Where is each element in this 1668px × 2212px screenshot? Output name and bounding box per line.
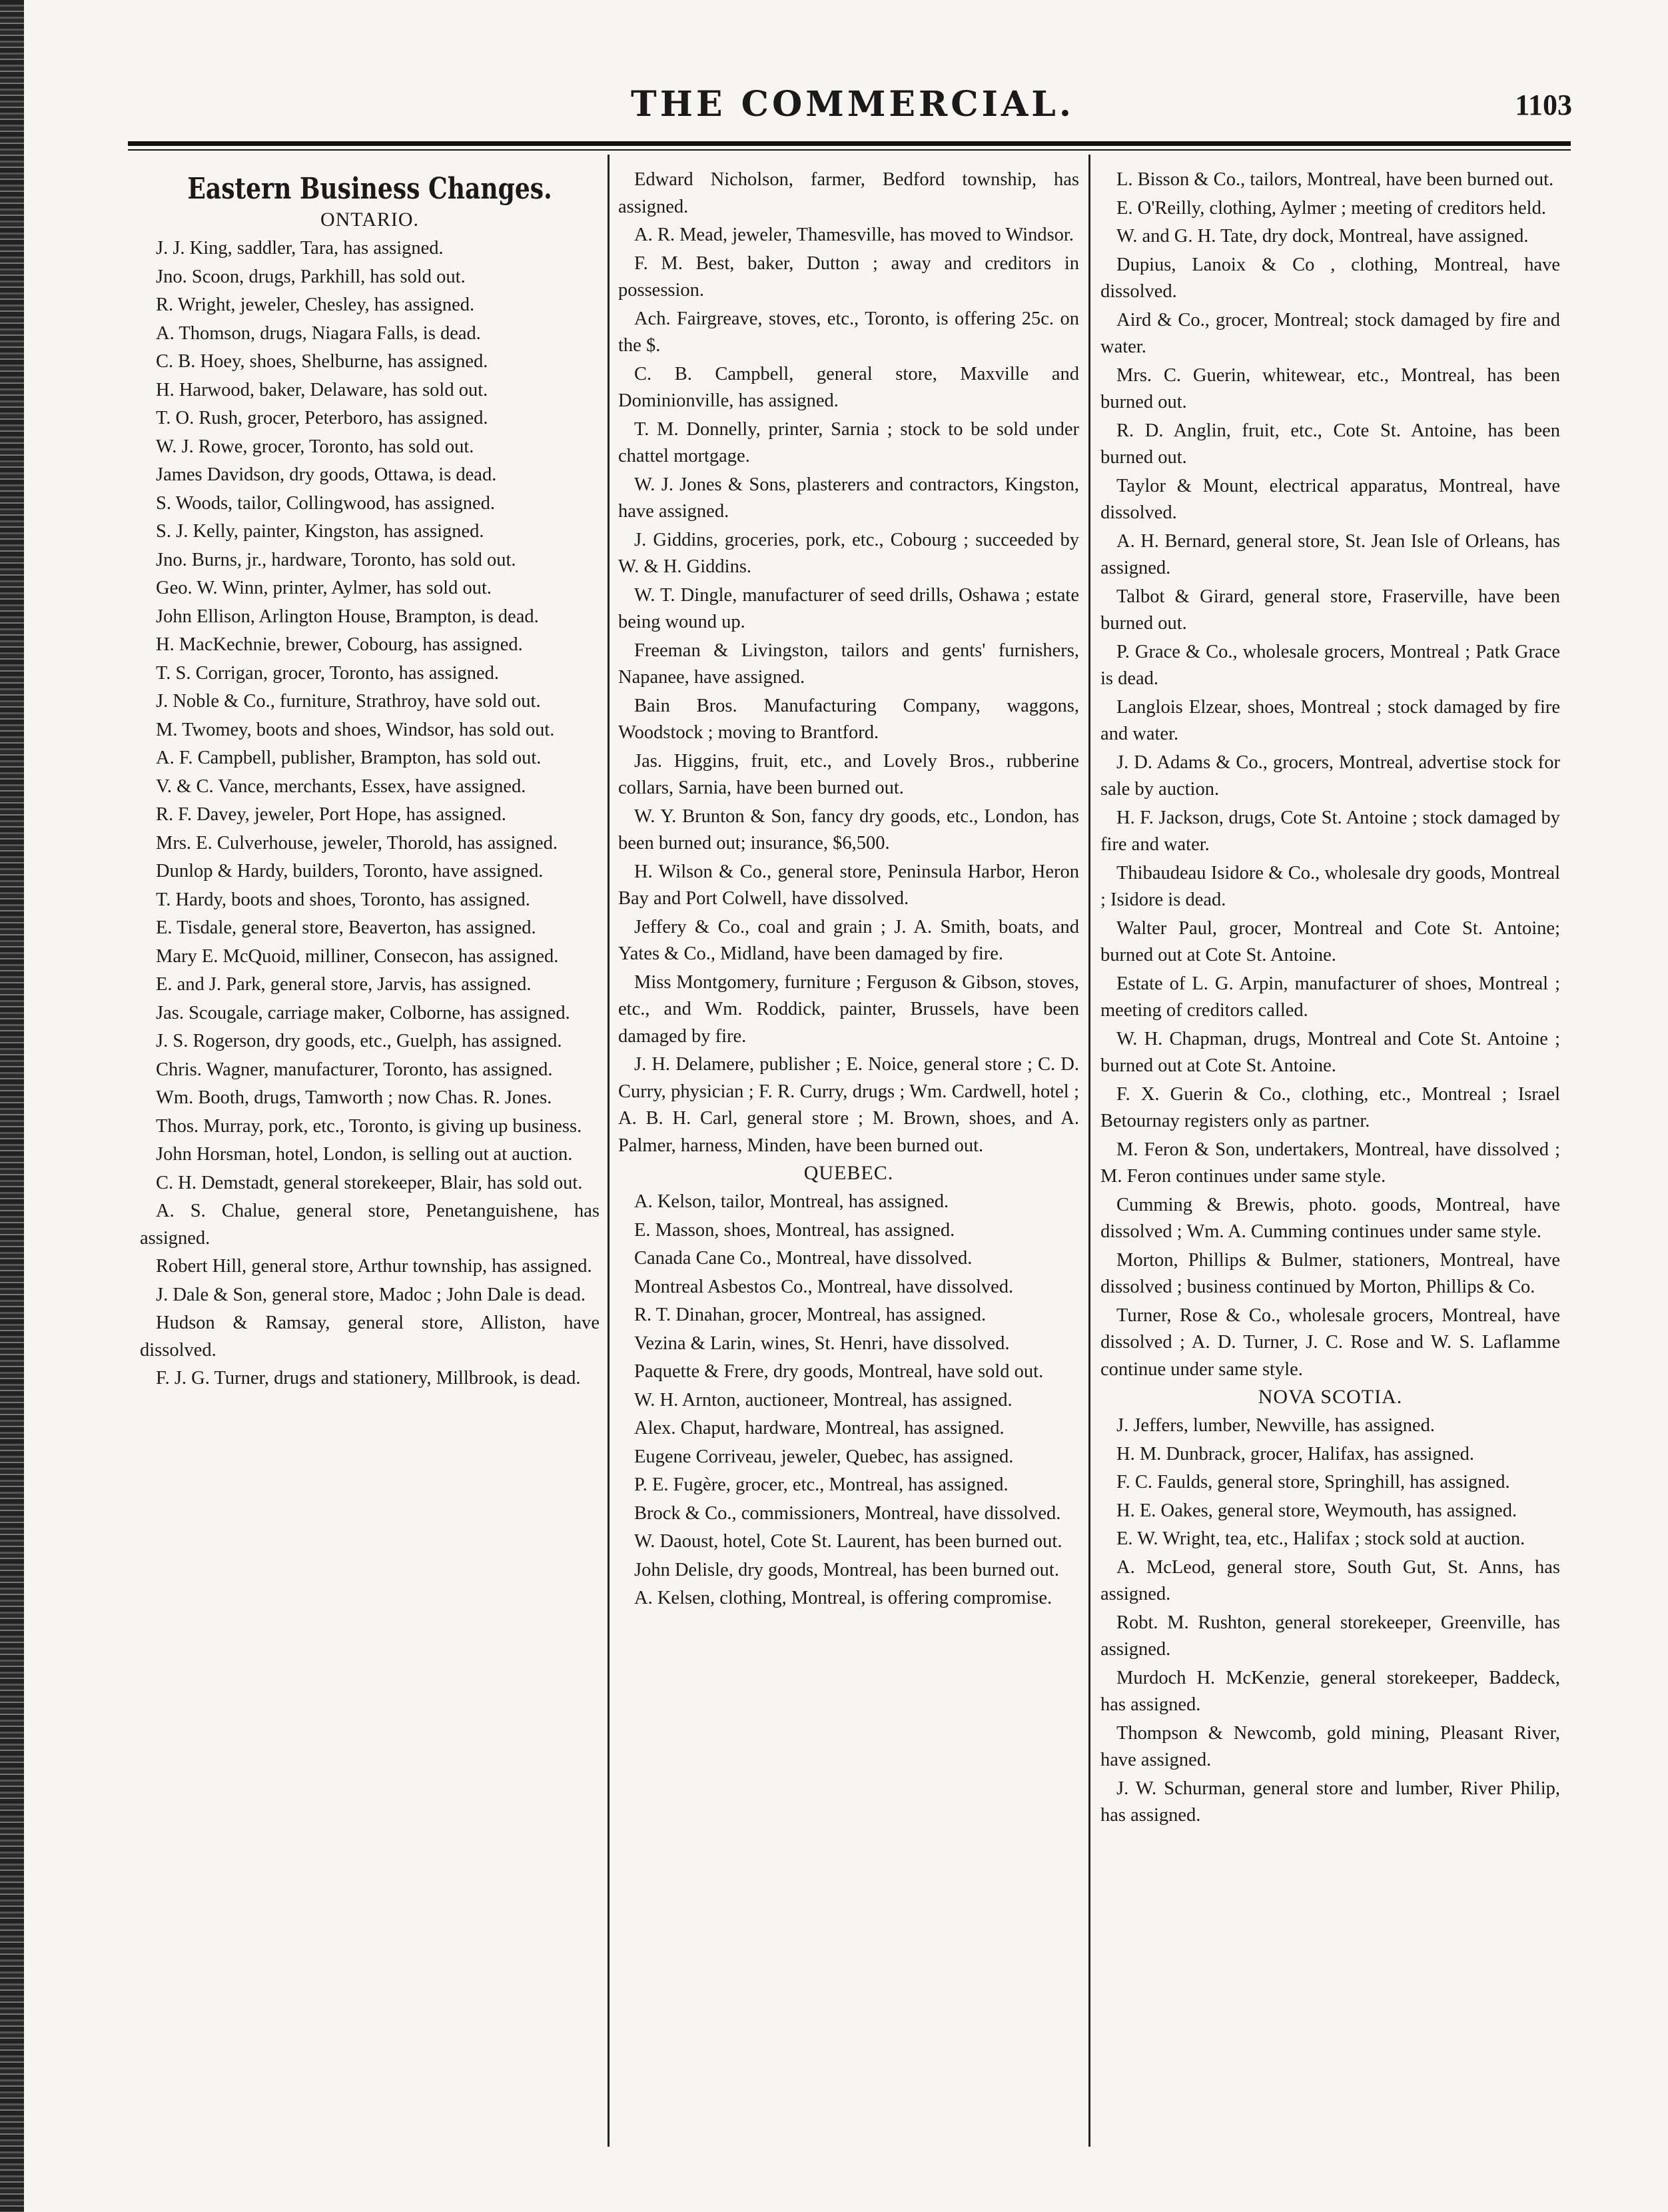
business-change-entry: H. M. Dunbrack, grocer, Halifax, has assigned. (1116, 1443, 1475, 1464)
business-change-entry: Brock & Co., commissioners, Montreal, have dissolved. (634, 1502, 1061, 1524)
business-change-entry: J. Dale & Son, general store, Madoc ; John Dale is dead. (156, 1284, 586, 1305)
business-change-entry: R. D. Anglin, fruit, etc., Cote St. Antoine, has been burned out. (1100, 420, 1560, 468)
business-change-entry: Jas. Higgins, fruit, etc., and Lovely Bros., rubberine collars, Sarnia, have been burned out. (618, 750, 1079, 798)
business-change-entry: H. Harwood, baker, Delaware, has sold out. (156, 379, 488, 400)
business-change-entry: W. J. Rowe, grocer, Toronto, has sold out. (156, 436, 474, 457)
business-change-entry: E. Masson, shoes, Montreal, has assigned. (634, 1219, 955, 1241)
business-change-entry: T. O. Rush, grocer, Peterboro, has assigned. (156, 408, 488, 428)
business-change-entry: Robert Hill, general store, Arthur township, has assigned. (156, 1256, 592, 1277)
business-change-entry: Mrs. C. Guerin, whitewear, etc., Montreal, has been burned out. (1100, 364, 1560, 412)
business-change-entry: A. H. Bernard, general store, St. Jean Isle of Orleans, has assigned. (1100, 530, 1560, 578)
business-change-entry: Thompson & Newcomb, gold mining, Pleasant River, have assigned. (1100, 1722, 1560, 1770)
business-change-entry: Dupius, Lanoix & Co , clothing, Montreal, have dissolved. (1100, 254, 1560, 302)
business-change-entry: T. M. Donnelly, printer, Sarnia ; stock to be sold under chattel mortgage. (618, 418, 1079, 466)
business-change-entry: Jas. Scougale, carriage maker, Colborne, has assigned. (156, 1002, 570, 1023)
business-change-entry: J. W. Schurman, general store and lumber, River Philip, has assigned. (1100, 1778, 1560, 1826)
entries-ontario-col1 (140, 235, 600, 1392)
business-change-entry: E. Tisdale, general store, Beaverton, has assigned. (156, 917, 536, 938)
business-change-entry: T. S. Corrigan, grocer, Toronto, has assigned. (156, 662, 500, 684)
header-rule-thick (128, 141, 1571, 146)
business-change-entry: Turner, Rose & Co., wholesale grocers, Montreal, have dissolved ; A. D. Turner, J. C. Rose and W. S. Laflamme continue under same style. (1100, 1305, 1560, 1380)
business-change-entry: J. D. Adams & Co., grocers, Montreal, advertise stock for sale by auction. (1100, 752, 1560, 800)
article-heading: Eastern Business Changes. (187, 172, 552, 206)
business-change-entry: S. J. Kelly, painter, Kingston, has assigned. (156, 521, 484, 542)
business-change-entry: M. Feron & Son, undertakers, Montreal, have dissolved ; M. Feron continues under same style. (1100, 1139, 1560, 1187)
business-change-entry: John Delisle, dry goods, Montreal, has been burned out. (634, 1559, 1059, 1580)
business-change-entry: A. S. Chalue, general store, Penetanguishene, has assigned. (140, 1201, 600, 1249)
business-change-entry: Aird & Co., grocer, Montreal; stock damaged by fire and water. (1100, 309, 1560, 357)
business-change-entry: Hudson & Ramsay, general store, Alliston, have dissolved. (140, 1313, 600, 1361)
business-change-entry: Ach. Fairgreave, stoves, etc., Toronto, is offering 25c. on the $. (618, 308, 1079, 356)
business-change-entry: W. J. Jones & Sons, plasterers and contractors, Kingston, have assigned. (618, 474, 1079, 522)
business-change-entry: Canada Cane Co., Montreal, have dissolved. (634, 1248, 973, 1269)
business-change-entry: E. W. Wright, tea, etc., Halifax ; stock sold at auction. (1116, 1528, 1525, 1549)
business-change-entry: W. H. Chapman, drugs, Montreal and Cote St. Antoine ; burned out at Cote St. Antoine. (1100, 1028, 1560, 1076)
business-change-entry: H. F. Jackson, drugs, Cote St. Antoine ; stock damaged by fire and water. (1100, 807, 1560, 855)
business-change-entry: P. Grace & Co., wholesale grocers, Montreal ; Patk Grace is dead. (1100, 641, 1560, 689)
business-change-entry: J. H. Delamere, publisher ; E. Noice, general store ; C. D. Curry, physician ; F. R. Curry, drugs ; Wm. Cardwell, hotel ; A. B. H. Carl, general store ; M. Brown, shoes, and A. Palmer, harness, Minden, have been burned out. (618, 1054, 1079, 1156)
column-3 (1100, 167, 1560, 1831)
business-change-entry: J. Noble & Co., furniture, Strathroy, have sold out. (156, 691, 541, 712)
entries-ontario-col2 (618, 167, 1079, 1159)
business-change-entry: F. M. Best, baker, Dutton ; away and creditors in possession. (618, 253, 1079, 300)
business-change-entry: F. X. Guerin & Co., clothing, etc., Montreal ; Israel Betournay registers only as partner. (1100, 1083, 1560, 1131)
business-change-entry: J. Giddins, groceries, pork, etc., Cobourg ; succeeded by W. & H. Giddins. (618, 529, 1079, 577)
business-change-entry: John Ellison, Arlington House, Brampton, is dead. (156, 606, 539, 627)
business-change-entry: T. Hardy, boots and shoes, Toronto, has assigned. (156, 889, 530, 910)
masthead (133, 79, 1572, 132)
masthead-title: THE COMMERCIAL. (631, 84, 1074, 125)
business-change-entry: Eugene Corriveau, jeweler, Quebec, has assigned. (634, 1446, 1014, 1467)
business-change-entry: Taylor & Mount, electrical apparatus, Montreal, have dissolved. (1100, 475, 1560, 523)
business-change-entry: J. J. King, saddler, Tara, has assigned. (156, 238, 444, 259)
business-change-entry: Jno. Burns, jr., hardware, Toronto, has sold out. (156, 549, 516, 570)
business-change-entry: Jno. Scoon, drugs, Parkhill, has sold out. (156, 266, 466, 287)
business-change-entry: R. Wright, jeweler, Chesley, has assigned. (156, 294, 475, 315)
business-change-entry: A. Thomson, drugs, Niagara Falls, is dead. (156, 322, 481, 344)
entries-quebec-col3 (1100, 167, 1560, 1383)
business-change-entry: Murdoch H. McKenzie, general storekeeper, Baddeck, has assigned. (1100, 1667, 1560, 1715)
business-change-entry: R. T. Dinahan, grocer, Montreal, has assigned. (634, 1305, 987, 1325)
column-2 (618, 167, 1079, 1614)
business-change-entry: Mary E. McQuoid, milliner, Consecon, has assigned. (156, 945, 559, 967)
header-rule-thin (128, 149, 1571, 151)
business-change-entry: Mrs. E. Culverhouse, jeweler, Thorold, has assigned. (156, 832, 558, 853)
business-change-entry: Paquette & Frere, dry goods, Montreal, have sold out. (634, 1361, 1044, 1382)
business-change-entry: S. Woods, tailor, Collingwood, has assigned. (156, 492, 496, 514)
business-change-entry: W. T. Dingle, manufacturer of seed drills, Oshawa ; estate being wound up. (618, 584, 1079, 632)
business-change-entry: A. McLeod, general store, South Gut, St. Anns, has assigned. (1100, 1556, 1560, 1604)
business-change-entry: E. O'Reilly, clothing, Aylmer ; meeting of creditors held. (1116, 197, 1546, 219)
business-change-entry: A. R. Mead, jeweler, Thamesville, has moved to Windsor. (634, 225, 1074, 245)
business-change-entry: Thos. Murray, pork, etc., Toronto, is giving up business. (156, 1115, 582, 1137)
business-change-entry: A. Kelsen, clothing, Montreal, is offering compromise. (634, 1588, 1052, 1608)
business-change-entry: V. & C. Vance, merchants, Essex, have assigned. (156, 776, 526, 797)
business-change-entry: Dunlop & Hardy, builders, Toronto, have assigned. (156, 861, 544, 881)
business-change-entry: Geo. W. Winn, printer, Aylmer, has sold out. (156, 578, 492, 598)
business-change-entry: Chris. Wagner, manufacturer, Toronto, has assigned. (156, 1059, 553, 1080)
business-change-entry: A. Kelson, tailor, Montreal, has assigned. (634, 1191, 949, 1212)
business-change-entry: Talbot & Girard, general store, Fraserville, have been burned out. (1100, 586, 1560, 634)
business-change-entry: Alex. Chaput, hardware, Montreal, has assigned. (634, 1418, 1005, 1438)
business-change-entry: W. Daoust, hotel, Cote St. Laurent, has been burned out. (634, 1531, 1062, 1552)
business-change-entry: James Davidson, dry goods, Ottawa, is dead. (156, 464, 497, 485)
business-change-entry: Thibaudeau Isidore & Co., wholesale dry goods, Montreal ; Isidore is dead. (1100, 862, 1560, 910)
column-1 (140, 167, 600, 1394)
business-change-entry: Langlois Elzear, shoes, Montreal ; stock damaged by fire and water. (1100, 696, 1560, 744)
entries-nova-scotia-col3 (1100, 1412, 1560, 1830)
business-change-entry: Montreal Asbestos Co., Montreal, have dissolved. (634, 1276, 1014, 1297)
business-change-entry: L. Bisson & Co., tailors, Montreal, have been burned out. (1116, 169, 1554, 190)
business-change-entry: John Horsman, hotel, London, is selling out at auction. (156, 1144, 573, 1165)
column-divider-2 (1088, 155, 1090, 2147)
business-change-entry: Edward Nicholson, farmer, Bedford township, has assigned. (618, 169, 1079, 217)
section-title-ontario: ONTARIO. (320, 209, 420, 231)
business-change-entry: J. Jeffers, lumber, Newville, has assigned. (1116, 1415, 1435, 1436)
business-change-entry: Cumming & Brewis, photo. goods, Montreal, have dissolved ; Wm. A. Cumming continues under same style. (1100, 1194, 1560, 1242)
section-title-nova-scotia: NOVA SCOTIA. (1258, 1386, 1403, 1408)
business-change-entry: Freeman & Livingston, tailors and gents' furnishers, Napanee, have assigned. (618, 640, 1079, 688)
business-change-entry: F. J. G. Turner, drugs and stationery, Millbrook, is dead. (156, 1368, 581, 1388)
business-change-entry: Wm. Booth, drugs, Tamworth ; now Chas. R. Jones. (156, 1087, 552, 1108)
business-change-entry: E. and J. Park, general store, Jarvis, has assigned. (156, 974, 532, 995)
business-change-entry: R. F. Davey, jeweler, Port Hope, has assigned. (156, 804, 506, 825)
business-change-entry: H. Wilson & Co., general store, Peninsula Harbor, Heron Bay and Port Colwell, have dissolved. (618, 861, 1079, 909)
business-change-entry: W. H. Arnton, auctioneer, Montreal, has assigned. (634, 1389, 1013, 1410)
column-divider-1 (608, 155, 610, 2147)
business-change-entry: H. E. Oakes, general store, Weymouth, has assigned. (1116, 1500, 1517, 1521)
business-change-entry: J. S. Rogerson, dry goods, etc., Guelph, has assigned. (156, 1031, 562, 1051)
business-change-entry: C. B. Campbell, general store, Maxville and Dominionville, has assigned. (618, 363, 1079, 411)
entries-quebec-col2 (618, 1189, 1079, 1612)
business-change-entry: Walter Paul, grocer, Montreal and Cote St. Antoine; burned out at Cote St. Antoine. (1100, 917, 1560, 965)
business-change-entry: Miss Montgomery, furniture ; Ferguson & Gibson, stoves, etc., and Wm. Roddick, painter, Brussels, have been damaged by fire. (618, 971, 1079, 1047)
business-change-entry: H. MacKechnie, brewer, Cobourg, has assigned. (156, 634, 523, 655)
business-change-entry: W. and G. H. Tate, dry dock, Montreal, have assigned. (1116, 226, 1529, 247)
business-change-entry: P. E. Fugère, grocer, etc., Montreal, has assigned. (634, 1474, 1009, 1495)
page-binding-edge (0, 0, 24, 2212)
business-change-entry: W. Y. Brunton & Son, fancy dry goods, etc., London, has been burned out; insurance, $6,500. (618, 806, 1079, 853)
section-title-quebec: QUEBEC. (803, 1162, 894, 1184)
business-change-entry: Robt. M. Rushton, general storekeeper, Greenville, has assigned. (1100, 1612, 1560, 1660)
business-change-entry: Bain Bros. Manufacturing Company, waggons, Woodstock ; moving to Brantford. (618, 695, 1079, 743)
business-change-entry: A. F. Campbell, publisher, Brampton, has sold out. (156, 748, 542, 768)
business-change-entry: C. B. Hoey, shoes, Shelburne, has assigned. (156, 351, 488, 372)
business-change-entry: Vezina & Larin, wines, St. Henri, have dissolved. (634, 1333, 1010, 1354)
business-change-entry: C. H. Demstadt, general storekeeper, Blair, has sold out. (156, 1172, 583, 1193)
page-number: 1103 (1515, 89, 1572, 121)
business-change-entry: Estate of L. G. Arpin, manufacturer of shoes, Montreal ; meeting of creditors called. (1100, 973, 1560, 1021)
business-change-entry: M. Twomey, boots and shoes, Windsor, has sold out. (156, 719, 555, 740)
business-change-entry: Morton, Phillips & Bulmer, stationers, Montreal, have dissolved ; business continued by Morton, Phillips & Co. (1100, 1249, 1560, 1297)
business-change-entry: F. C. Faulds, general store, Springhill, has assigned. (1116, 1472, 1510, 1492)
business-change-entry: Jeffery & Co., coal and grain ; J. A. Smith, boats, and Yates & Co., Midland, have been damaged by fire. (618, 916, 1079, 964)
